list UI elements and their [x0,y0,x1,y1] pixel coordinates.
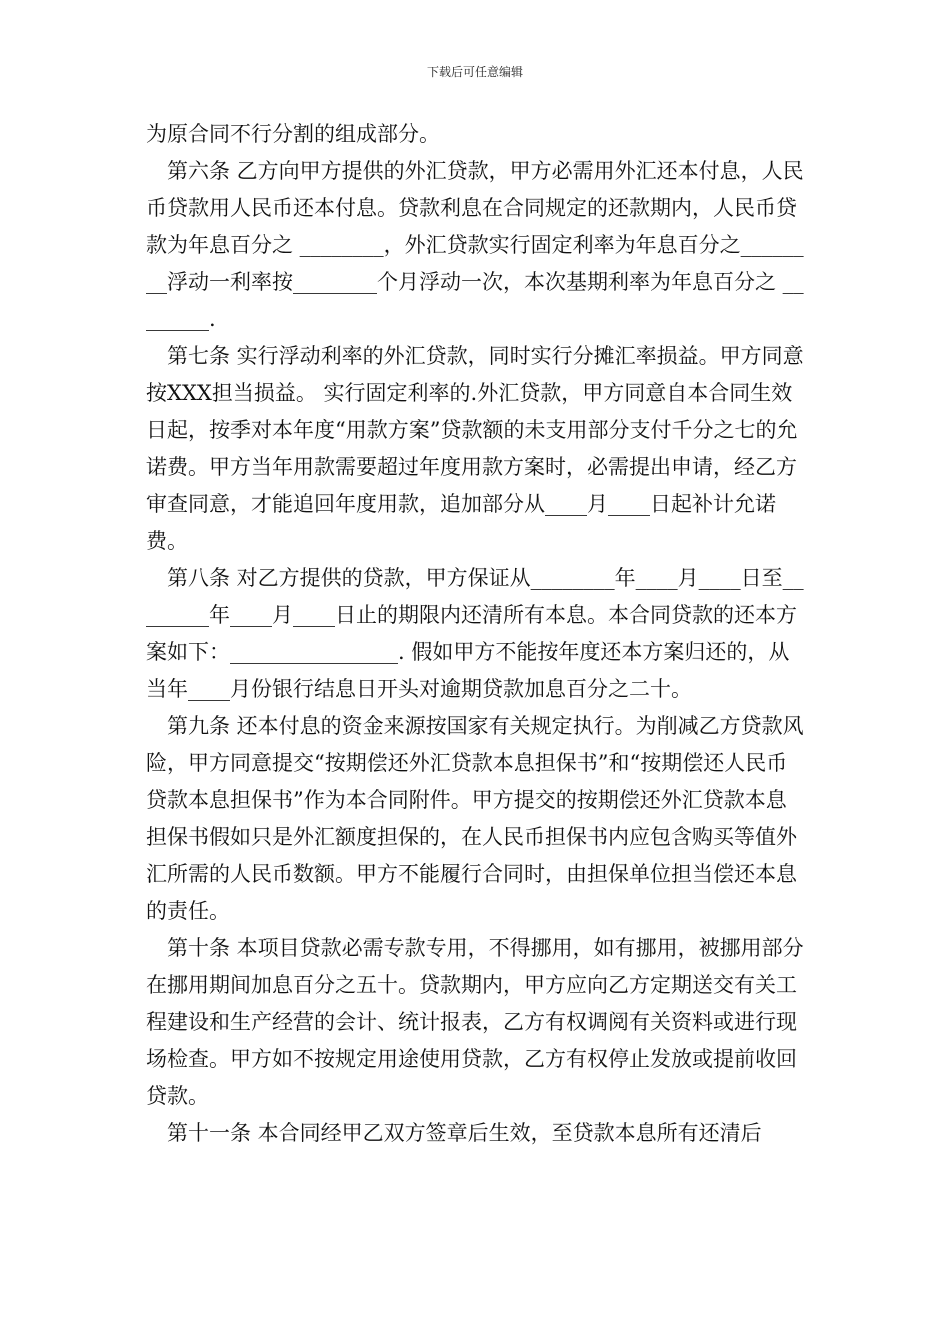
document-body [146,116,806,1152]
page-header-note: 下载后可任意编辑 [426,65,523,79]
paragraph-continuation: 为原合同不行分割的组成部分。 [146,122,440,146]
paragraph-article-11: 第十一条 本合同经甲乙双方签章后生效，至贷款本息所有还清后 [167,1121,762,1145]
paragraph-article-6: 第六条 乙方向甲方提供的外汇贷款，甲方必需用外汇还本付息，人民币贷款用人民币还本付息。贷款利息在合同规定的还款期内，人民币贷款为年息百分之 ________，外汇贷款实行固定利率为年息百分之________浮动一利率按________个月浮动一次，本次基期利率为年息百分之 ________. [146,159,804,331]
paragraph-article-7: 第七条 实行浮动利率的外汇贷款，同时实行分摊汇率损益。甲方同意按XXX担当损益。 实行固定利率的.外汇贷款，甲方同意自本合同生效日起，按季对本年度“用款方案”贷款额的未支用部分支付千分之七的允诺费。甲方当年用款需要超过年度用款方案时，必需提出申请，经乙方审查同意，才能追回年度用款，追加部分从____月____日起补计允诺费。 [146,344,804,553]
paragraph-article-8: 第八条 对乙方提供的贷款，甲方保证从________年____月____日至________年____月____日止的期限内还清所有本息。本合同贷款的还本方案如下：________________. 假如甲方不能按年度还本方案归还的，从当年____月份银行结息日开头对逾期贷款加息百分之二十。 [146,566,804,701]
paragraph-article-10: 第十条 本项目贷款必需专款专用，不得挪用，如有挪用，被挪用部分在挪用期间加息百分之五十。贷款期内，甲方应向乙方定期送交有关工程建设和生产经营的会计、统计报表，乙方有权调阅有关资料或进行现场检查。甲方如不按规定用途使用贷款，乙方有权停止发放或提前收回贷款。 [146,936,804,1108]
paragraph-article-9: 第九条 还本付息的资金来源按国家有关规定执行。为削减乙方贷款风险，甲方同意提交“按期偿还外汇贷款本息担保书”和“按期偿还人民币贷款本息担保书”作为本合同附件。甲方提交的按期偿还外汇贷款本息担保书假如只是外汇额度担保的，在人民币担保书内应包含购买等值外汇所需的人民币数额。甲方不能履行合同时，由担保单位担当偿还本息的责任。 [146,714,804,923]
